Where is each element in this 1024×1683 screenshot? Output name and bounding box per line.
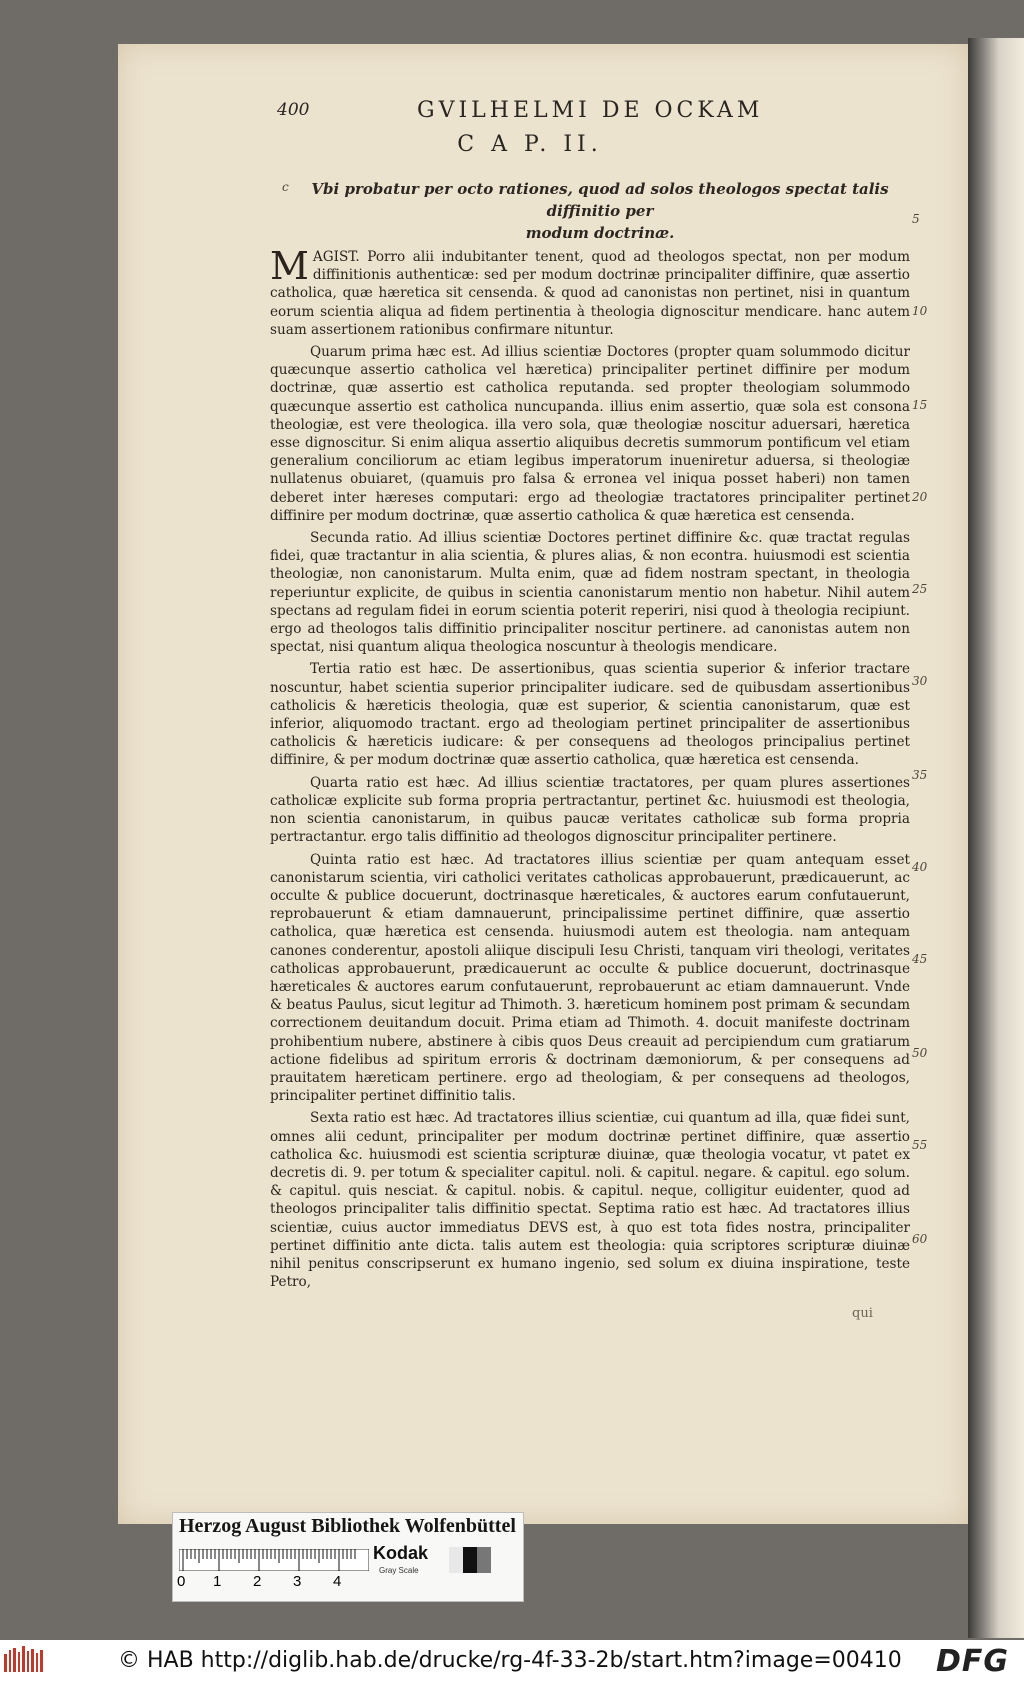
running-head xyxy=(277,100,877,130)
gray-patch xyxy=(449,1547,463,1573)
margin-line-number: 55 xyxy=(912,1138,928,1152)
kodak-logo: Kodak xyxy=(373,1543,429,1563)
drop-capital: M xyxy=(270,244,309,288)
ruler-number: 3 xyxy=(293,1573,302,1590)
body-text xyxy=(270,244,910,1295)
ruler-number: 2 xyxy=(253,1573,262,1590)
margin-line-number: 60 xyxy=(912,1232,928,1246)
paragraph-5: Quarta ratio est hæc. Ad illius scientiæ tractatores, per quam plures assertiones catholicæ explicite sub forma propria pertractantur, pertinet &c. huiusmodi est theologia, non scientia canonistarum, in quibus paucæ veritates catholicæ sub forma propria pertractantur. ergo talis diffinitio ad theologos dignoscitur principaliter pertinere. xyxy=(270,774,910,846)
copyright-url[interactable]: © HAB http://diglib.hab.de/drucke/rg-4f-33-2b/start.htm?image=00410 xyxy=(118,1648,902,1673)
paragraph-4: Tertia ratio est hæc. De assertionibus, quas scientia superior & inferior tractare noscuntur, habet scientia superior principaliter iudicare. sed de quibusdam assertionibus catholicis & hæreticis theologia, quæ est superior, & scientia canonistarum, quæ est inferior, aliquomodo tractant. ergo ad theologiam pertinet principaliter de assertionibus catholicis & hæreticis iudicare: & per consequens ad theologos principalius pertinet diffinire, & per modum doctrinæ quæ assertio catholica, quæ hæretica est censenda. xyxy=(270,661,910,769)
margin-line-number: 20 xyxy=(912,490,928,504)
margin-line-number: 10 xyxy=(912,304,928,318)
paragraph-1 xyxy=(270,244,910,339)
gray-scale-text: Gray Scale xyxy=(379,1566,419,1575)
running-head-title: GVILHELMI DE OCKAM xyxy=(417,98,764,123)
margin-line-number: 5 xyxy=(912,212,920,226)
catchword: qui xyxy=(852,1306,873,1321)
margin-line-number: 45 xyxy=(912,952,928,966)
margin-line-number: 30 xyxy=(912,674,928,688)
gray-patch xyxy=(463,1547,477,1573)
paragraph-2: Quarum prima hæc est. Ad illius scientiæ Doctores (propter quam solummodo dicitur quæcunque assertio catholica vel hæretica) principaliter pertinet diffinire per modum doctrinæ, quæ assertio est catholica reputanda. sed propter theologiam solummodo quæcunque assertio est catholica nuncupanda. illius enim assertio, quæ sola est consona theologiæ, est vere theologica. illa vero sola, quæ theologiæ noscitur aduersari, hæretica esse dignoscitur. Si enim aliqua assertio aliquibus decretis summorum pontificum vel etiam generalium conciliorum ac etiam legibus imperatorum inueniretur aduersa, si theologiæ nullatenus obuiaret, (quamuis pro falsa & erronea vel iniqua posset haberi) non tamen deberet inter hæreses computari: ergo ad theologiæ tractatores principaliter pertinet diffinire per modum doctrinæ, quæ assertio catholica & quæ hæretica est censenda. xyxy=(270,344,910,524)
summary-line-1: Vbi probatur per octo rationes, quod ad solos theologos spectat talis diffinitio per xyxy=(311,180,889,220)
margin-line-number: 25 xyxy=(912,582,928,596)
paragraph-3: Secunda ratio. Ad illius scientiæ Doctores pertinet diffinire &c. quæ tractat regulas fidei, quæ tractantur in alia scientia, & plures alias, & non econtra. huiusmodi est scientia theologiæ, non canonistarum. Multa enim, quæ ad fidem nostram spectant, in theologia reperiuntur explicite, de quibus in scientia canonistarum mentio non habetur. Nihil autem spectans ad regulam fidei in eorum scientia poterit reperiri, nisi quod à theologia recipiunt. ergo ad theologos talis diffinitio principaliter noscitur pertinere. ad canonistas autem non spectat, nisi quantum aliqua theologica noscuntur à theologis mendicare. xyxy=(270,530,910,656)
margin-line-number: 50 xyxy=(912,1046,928,1060)
margin-line-number: 15 xyxy=(912,398,928,412)
paragraph-6: Quinta ratio est hæc. Ad tractatores illius scientiæ per quam antequam esset canonistarum scientia, viri catholici veritates catholicas approbauerunt, prædicauerunt, ac occulte & publice docuerunt, doctrinasque hæreticales, & auctores earum confutauerunt, reprobauerunt & etiam damnauerunt, principalissime pertinet diffinire, quæ assertio catholica, quæ hæretica est censenda. huiusmodi autem est theologia. nam antequam canones conderentur, apostoli aliique discipuli Iesu Christi, tanquam viri theologi, veritates catholicas approbauerunt, prædicauerunt ac occulte & publice docuerunt, doctrinasque hæreticales & auctores earum confutauerunt, reprobauerunt ac etiam damnauerunt. Vnde & beatus Paulus, sicut legitur ad Thimoth. 3. hæreticum hominem post primam & secundam correctionem deuitandum docuit. Prima etiam ad Thimoth. 4. docuit manifeste doctrinam prohibentium nubere, abstinere à cibis quos Deus creauit ad percipiendum cum gratiarum actione fidelibus ad spiritum erroris & doctrinam dæmoniorum, & per consequens ad prauitatem hæreticam pertinere. ergo ad theologiam, & per consequens ad theologos, principaliter pertinet diffinitio talis. xyxy=(270,851,910,1105)
chapter-heading: C A P. II. xyxy=(457,132,603,157)
adjacent-page-spine xyxy=(968,38,1024,1638)
library-color-scale-label xyxy=(172,1512,524,1602)
hab-barcode-icon xyxy=(4,1646,44,1676)
dfg-logo: DFG xyxy=(936,1644,1010,1679)
ruler-number: 4 xyxy=(333,1573,342,1590)
ruler-scale xyxy=(179,1549,369,1571)
library-name: Herzog August Bibliothek Wolfenbüttel xyxy=(179,1515,516,1537)
chapter-summary xyxy=(300,178,900,244)
footer-bar xyxy=(0,1640,1024,1683)
ruler-number: 0 xyxy=(177,1573,186,1590)
page-number: 400 xyxy=(277,100,310,120)
paragraph-7: Sexta ratio est hæc. Ad tractatores illius scientiæ, cui quantum ad illa, quæ fidei sunt, omnes alii cedunt, principaliter per modum doctrinæ pertinet diffinire, quæ assertio catholica &c. huiusmodi est scientia scripturæ diuinæ, quæ theologia vocatur, vt patet ex decretis di. 9. per totum & specialiter capitul. noli. & capitul. negare. & capitul. ego solum. & capitul. quis nesciat. & capitul. nobis. & capitul. neque, colligitur euidenter, quod ad theologos principaliter talis diffinitio spectat. Septima ratio est hæc. Ad tractatores illius scientiæ, cuius auctor immediatus DEVS est, à quo est tota fides nostra, principaliter pertinet diffinitio ante dicta. talis autem est theologia: quia scriptores scripturæ diuinæ nihil penitus conscripserunt ex humano ingenio, sed solum ex diuina inspiratione, teste Petro, xyxy=(270,1110,910,1291)
paragraph-text: AGIST. Porro alii indubitanter tenent, quod ad theologos spectat, non per modum diffinitionis authenticæ: sed per modum doctrinæ principaliter diffinire, quæ assertio catholica, quæ hæretica sit censenda. & quod ad canonistas non pertinet, nisi in quantum eorum scientia aliqua ad fidem pertinentia à theologia dignoscitur mendicare. hanc autem suam assertionem rationibus confirmare nituntur. xyxy=(270,249,910,338)
summary-line-2: modum doctrinæ. xyxy=(525,224,675,242)
summary-marker: c xyxy=(282,180,289,194)
margin-line-number: 40 xyxy=(912,860,928,874)
ruler-number: 1 xyxy=(213,1573,222,1590)
gray-patch xyxy=(477,1547,491,1573)
margin-line-number: 35 xyxy=(912,768,928,782)
